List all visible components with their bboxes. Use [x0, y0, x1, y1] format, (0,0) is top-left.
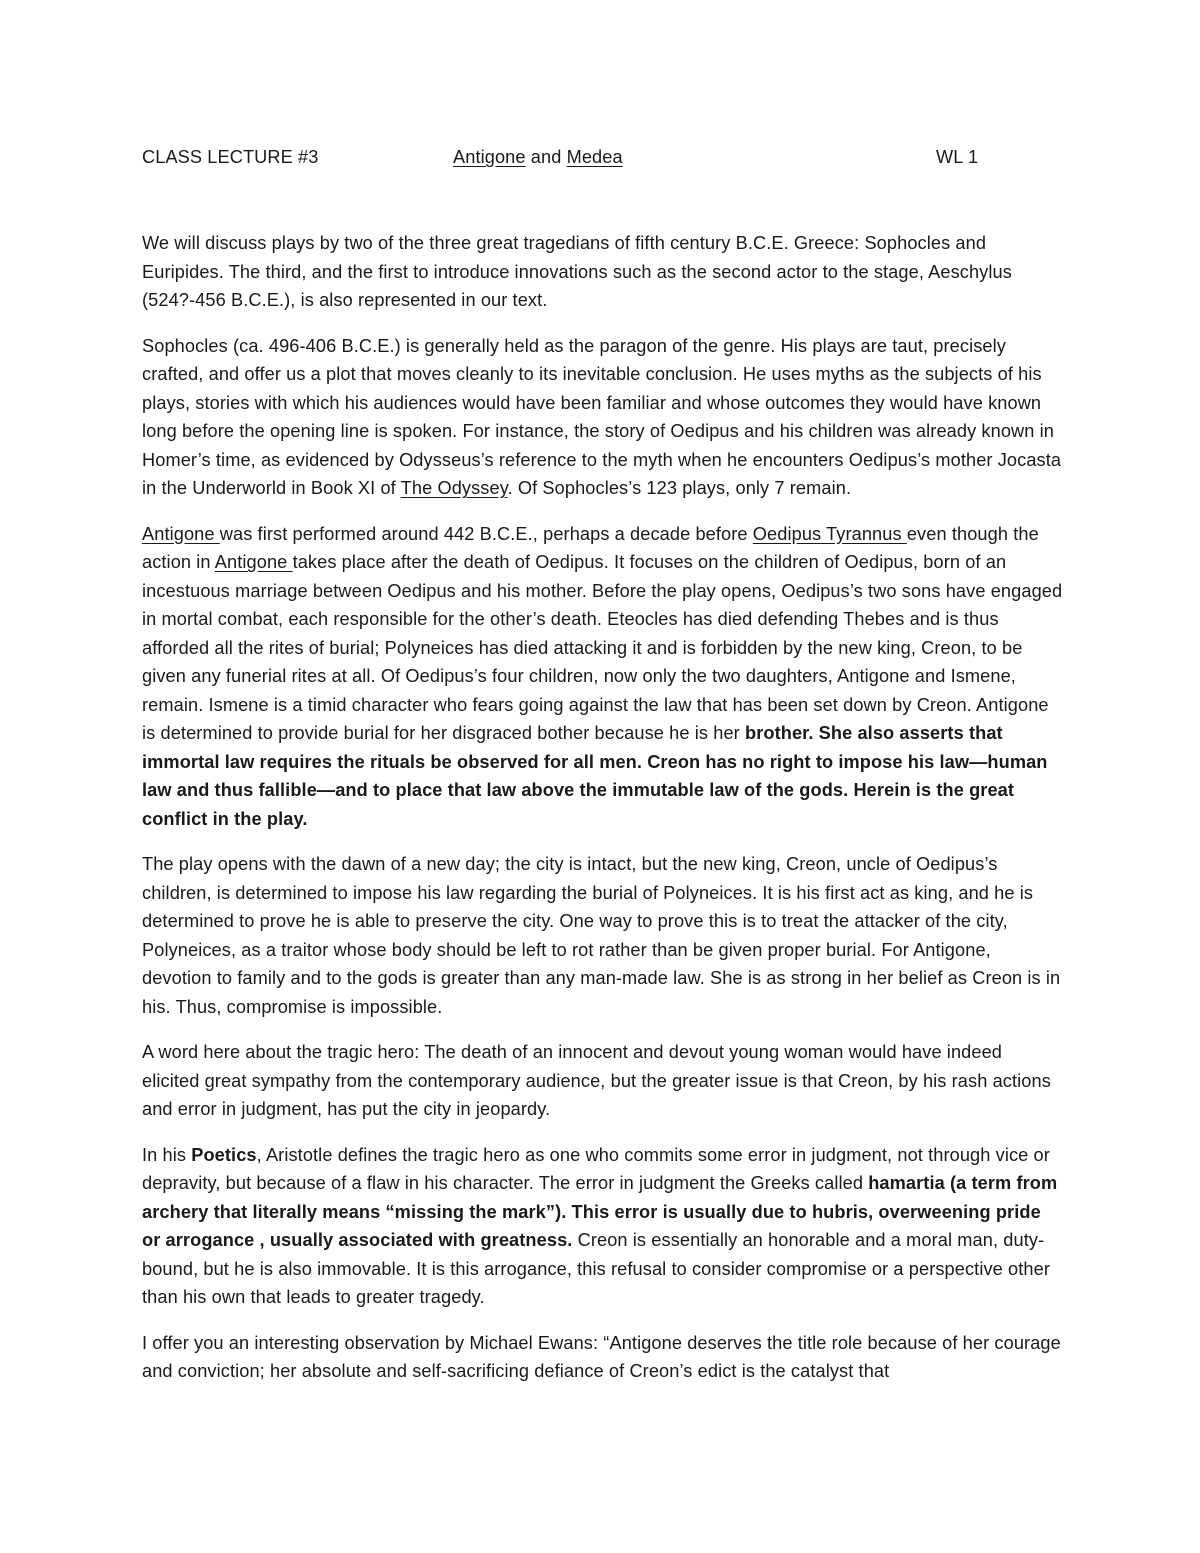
paragraph-text: The play opens with the dawn of a new day; the city is intact, but the new king, Creon, uncle of Oedipus’s children, is determined to impose his law regarding the burial of Polyneices. It is his first act as king, and he is determined to prove he is able to preserve the city. One way to prove this is to treat the attacker of the city, Polyneices, as a traitor whose body should be left to rot rather than be given proper burial. For Antigone, devotion to family and to the gods is greater than any man-made law. She is as strong in her belief as Creon is in his. Thus, compromise is impossible.	[142, 854, 1061, 1017]
title-antigone: Antigone	[214, 552, 293, 572]
paragraph-sophocles	[142, 332, 1064, 503]
header-title	[453, 143, 623, 172]
page-header	[142, 143, 1062, 173]
paragraph-text: was first performed around 442 B.C.E., perhaps a decade before	[219, 523, 753, 544]
paragraph-tragic-hero	[142, 1038, 1064, 1124]
header-title-antigone: Antigone	[453, 147, 526, 167]
bold-text: Poetics	[191, 1144, 257, 1165]
header-title-medea: Medea	[566, 147, 623, 167]
paragraph-text: A word here about the tragic hero: The death of an innocent and devout young woman would have indeed elicited great sympathy from the contemporary audience, but the greater issue is that Creon, by his rash actions and error in judgment, has put the city in jeopardy.	[142, 1042, 1051, 1119]
paragraph-text: We will discuss plays by two of the three great tragedians of fifth century B.C.E. Greece: Sophocles and Euripides. The third, and the first to introduce innovations such as the second actor to the stage, Aeschylus (524?-456 B.C.E.), is also represented in our text.	[142, 233, 1012, 310]
paragraph-ewans	[142, 1329, 1064, 1386]
paragraph-poetics	[142, 1141, 1064, 1312]
header-title-and: and	[525, 147, 567, 167]
paragraph-text: even though the action in	[142, 523, 1039, 572]
paragraph-text: takes place after the death of Oedipus. It focuses on the children of Oedipus, born of an incestuous marriage between Oedipus and his mother. Before the play opens, Oedipus’s two sons have engaged in mortal combat, each responsible for the other’s death. Eteocles has died defending Thebes and is thus afforded all the rites of burial; Polyneices has died attacking it and is forbidden by the new king, Creon, to be given any funerial rites at all. Of Oedipus’s four children, now only the two daughters, Antigone and Ismene, remain. Ismene is a timid character who fears going against the law that has been set down by Creon. Antigone is determined to provide burial for her disgraced bother because he is her	[142, 552, 1063, 743]
paragraph-play-opens	[142, 850, 1064, 1021]
title-the-odyssey: The Odyssey	[400, 478, 508, 498]
document-body	[142, 229, 1064, 1403]
title-antigone: Antigone	[142, 523, 220, 544]
paragraph-text: , Aristotle defines the tragic hero as one who commits some error in judgment, not through vice or depravity, but because of a flaw in his character. The error in judgment the Greeks called	[142, 1144, 1050, 1193]
header-course-code: WL 1	[936, 147, 979, 167]
paragraph-text: In his	[142, 1144, 192, 1165]
paragraph-antigone	[142, 520, 1064, 834]
paragraph-text: . Of Sophocles’s 123 plays, only 7 remain.	[507, 478, 852, 498]
header-lecture-number: CLASS LECTURE #3	[142, 147, 319, 167]
title-oedipus-tyrannus: Oedipus Tyrannus	[752, 523, 907, 544]
paragraph-text: Creon is essentially an honorable and a moral man, duty-bound, but he is also immovable. It is this arrogance, this refusal to consider compromise or a perspective other than his own that leads to greater tragedy.	[142, 1230, 1050, 1307]
paragraph-text: Sophocles (ca. 496-406 B.C.E.) is generally held as the paragon of the genre. His plays are taut, precisely crafted, and offer us a plot that moves cleanly to its inevitable conclusion. He uses myths as the subjects of his plays, stories with which his audiences would have been familiar and whose outcomes they would have known long before the opening line is spoken. For instance, the story of Oedipus and his children was already known in Homer’s time, as evidenced by Odysseus’s reference to the myth when he encounters Oedipus’s mother Jocasta in the Underworld in Book XI of	[142, 335, 1062, 498]
paragraph-intro	[142, 229, 1064, 315]
bold-text: brother. She also asserts that immortal law requires the rituals be observed for all men. Creon has no right to impose his law—human law and thus fallible—and to place that law above the immutable law of the gods. Herein is the great conflict in the play.	[142, 723, 1048, 829]
bold-text: hamartia (a term from archery that literally means “missing the mark”). This error is usually due to hubris, overweening pride or arrogance , usually associated with greatness.	[142, 1173, 1058, 1250]
paragraph-text: I offer you an interesting observation by Michael Ewans: “Antigone deserves the title role because of her courage and conviction; her absolute and self-sacrificing defiance of Creon’s edict is the catalyst that	[142, 1332, 1061, 1381]
